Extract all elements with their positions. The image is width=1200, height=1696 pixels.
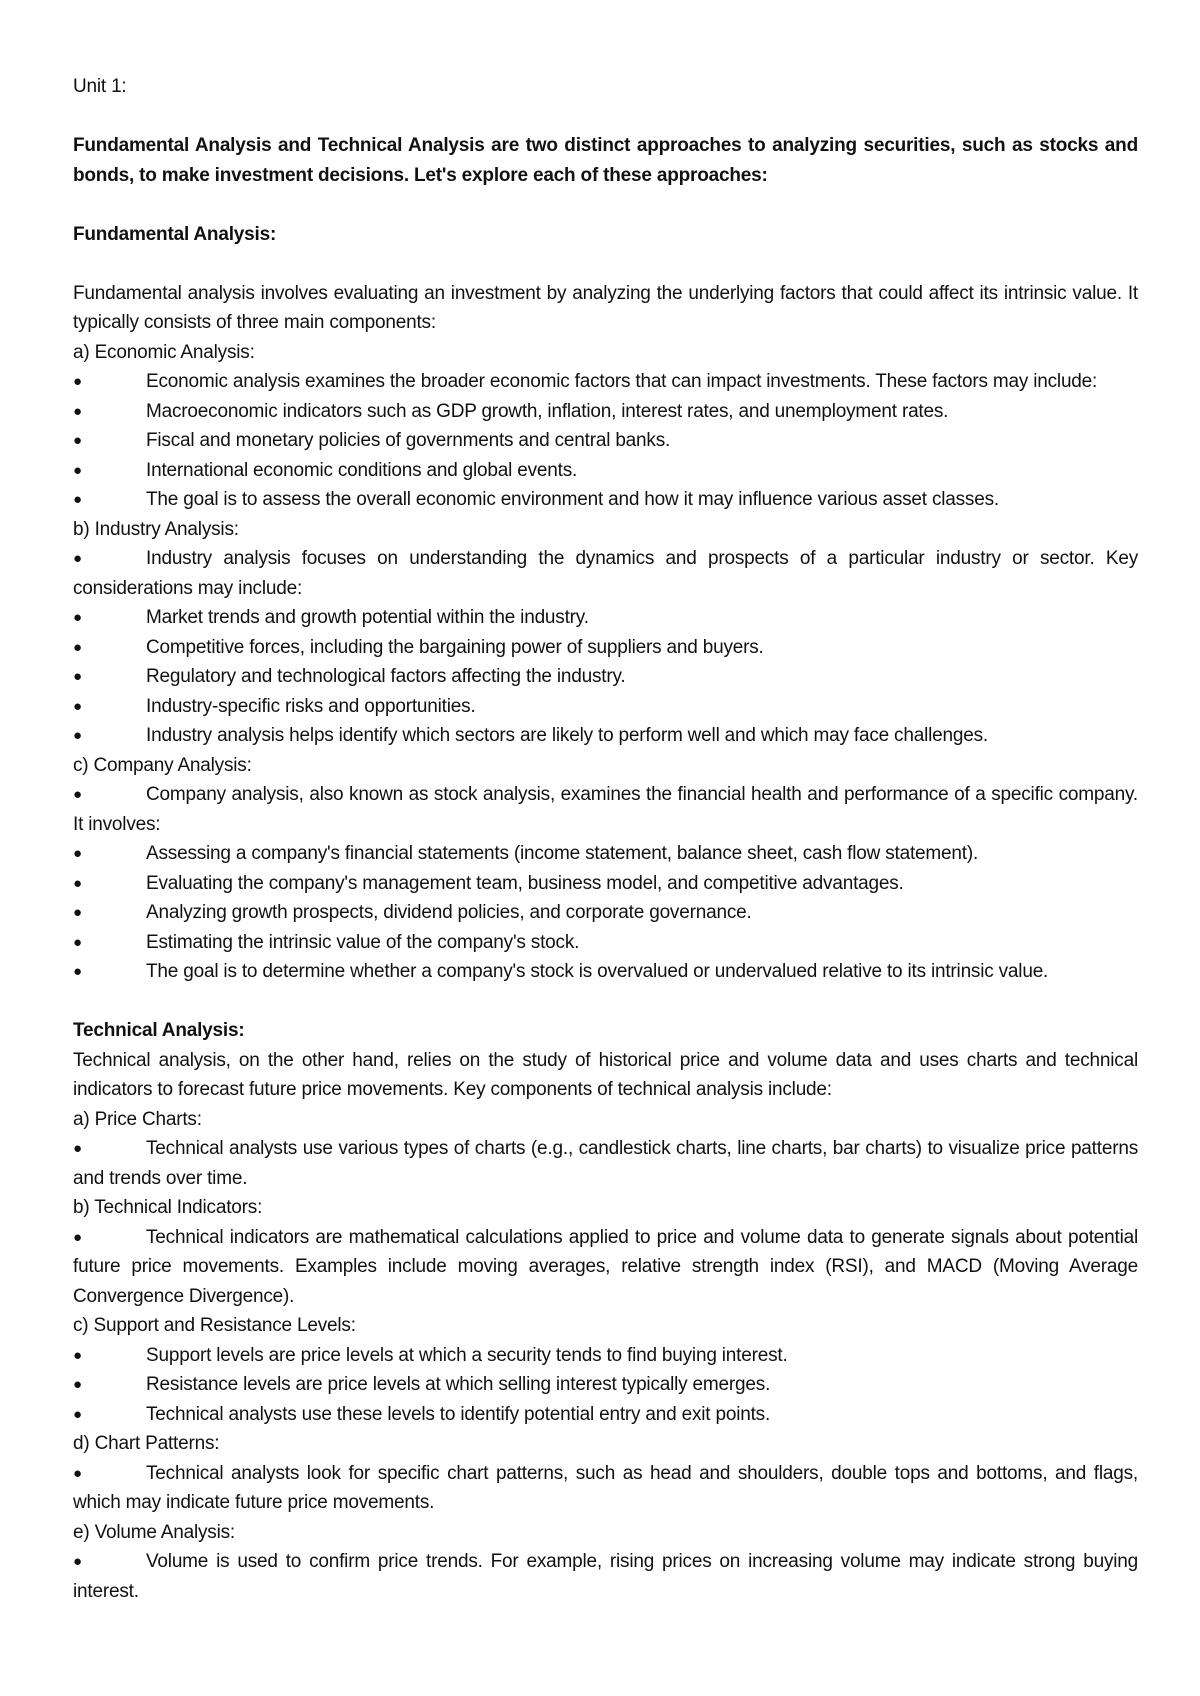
bullet-icon: ● — [73, 1405, 82, 1423]
bullet-icon: ● — [73, 1346, 82, 1364]
bullet-icon: ● — [73, 432, 82, 449]
list-item: ● Assessing a company's financial statements (income statement, balance sheet, cash flow statement). — [73, 839, 1138, 869]
list-item: ● Market trends and growth potential within the industry. — [73, 603, 1138, 633]
intro-paragraph: Fundamental Analysis and Technical Analysis are two distinct approaches to analyzing securities, such as stocks and bonds, to make investment decisions. Let's explore each of these approaches: — [73, 135, 1138, 186]
list-item: ● Macroeconomic indicators such as GDP growth, inflation, interest rates, and unemployment rates. — [73, 397, 1138, 427]
list-item: ● Support levels are price levels at which a security tends to find buying interest. — [73, 1341, 1138, 1371]
company-list — [73, 780, 1138, 987]
bullet-icon: ● — [73, 904, 82, 921]
list-item: ● Estimating the intrinsic value of the company's stock. — [73, 928, 1138, 958]
list-item: ● Volume is used to confirm price trends. For example, rising prices on increasing volume may indicate strong buying interest. — [73, 1547, 1138, 1606]
list-item: ● Competitive forces, including the bargaining power of suppliers and buyers. — [73, 633, 1138, 663]
list-item: ● Evaluating the company's management team, business model, and competitive advantages. — [73, 869, 1138, 899]
support-heading: c) Support and Resistance Levels: — [73, 1315, 356, 1336]
bullet-icon: ● — [73, 461, 82, 479]
list-item: ● Technical analysts look for specific chart patterns, such as head and shoulders, double tops and bottoms, and flags, which may indicate future price movements. — [73, 1459, 1138, 1518]
volume-heading: e) Volume Analysis: — [73, 1521, 236, 1543]
bullet-icon: ● — [73, 1553, 82, 1570]
list-item: ● Technical analysts use various types of charts (e.g., candlestick charts, line charts, bar charts) to visualize price patterns and trends over time. — [73, 1134, 1138, 1193]
bullet-icon: ● — [73, 697, 82, 715]
bullet-icon: ● — [73, 402, 82, 420]
technical-heading: Technical Analysis: — [73, 1020, 245, 1041]
industry-heading: b) Industry Analysis: — [73, 518, 239, 540]
bullet-icon: ● — [73, 1376, 82, 1393]
patterns-heading: d) Chart Patterns: — [73, 1433, 220, 1454]
bullet-icon: ● — [73, 963, 82, 980]
economic-list — [73, 367, 1138, 515]
list-item: ● Company analysis, also known as stock analysis, examines the financial health and performance of a specific company. It involves: — [73, 780, 1138, 839]
bullet-icon: ● — [73, 727, 82, 744]
list-item: ● International economic conditions and global events. — [73, 456, 1138, 486]
company-heading: c) Company Analysis: — [73, 754, 252, 776]
bullet-icon: ● — [73, 668, 82, 685]
bullet-icon: ● — [73, 373, 82, 390]
indicators-heading: b) Technical Indicators: — [73, 1197, 263, 1218]
list-item: ● Technical indicators are mathematical calculations applied to price and volume data to generate signals about potential future price movements. Examples include moving averages, relative strength index (RSI), and MACD (Moving Average Convergence Divergence). — [73, 1223, 1138, 1312]
technical-intro: Technical analysis, on the other hand, relies on the study of historical price and volume data and uses charts and technical indicators to forecast future price movements. Key components of technical analysis include: — [73, 1049, 1138, 1100]
unit-title: Unit 1: — [73, 76, 127, 97]
bullet-icon: ● — [73, 491, 82, 508]
bullet-icon: ● — [73, 609, 82, 626]
list-item: ● Analyzing growth prospects, dividend policies, and corporate governance. — [73, 898, 1138, 928]
list-item: ● Resistance levels are price levels at which selling interest typically emerges. — [73, 1370, 1138, 1400]
list-item: ● Technical analysts use these levels to identify potential entry and exit points. — [73, 1400, 1138, 1430]
bullet-icon: ● — [73, 1228, 82, 1246]
bullet-icon: ● — [73, 933, 82, 951]
bullet-icon: ● — [73, 786, 82, 803]
list-item: ● Regulatory and technological factors affecting the industry. — [73, 662, 1138, 692]
fundamental-intro: Fundamental analysis involves evaluating an investment by analyzing the underlying factors that could affect its intrinsic value. It typically consists of three main components: — [73, 282, 1138, 333]
list-item: ● The goal is to determine whether a company's stock is overvalued or undervalued relative to its intrinsic value. — [73, 957, 1138, 987]
list-item: ● Industry analysis helps identify which sectors are likely to perform well and which may face challenges. — [73, 721, 1138, 751]
list-item: ● Industry-specific risks and opportunities. — [73, 692, 1138, 722]
list-item: ● Fiscal and monetary policies of governments and central banks. — [73, 426, 1138, 456]
bullet-icon: ● — [73, 1464, 82, 1482]
bullet-icon: ● — [73, 874, 82, 892]
list-item: ● The goal is to assess the overall economic environment and how it may influence various asset classes. — [73, 485, 1138, 515]
industry-list — [73, 544, 1138, 751]
economic-heading: a) Economic Analysis: — [73, 341, 255, 363]
price-charts-heading: a) Price Charts: — [73, 1108, 202, 1130]
list-item: ● Industry analysis focuses on understanding the dynamics and prospects of a particular industry or sector. Key considerations may include: — [73, 544, 1138, 603]
bullet-icon: ● — [73, 845, 82, 862]
bullet-icon: ● — [73, 638, 82, 656]
bullet-icon: ● — [73, 550, 82, 567]
list-item: ● Economic analysis examines the broader economic factors that can impact investments. These factors may include: — [73, 367, 1138, 397]
bullet-icon: ● — [73, 1140, 82, 1157]
document-page — [73, 72, 1138, 1606]
fundamental-heading: Fundamental Analysis: — [73, 223, 277, 245]
